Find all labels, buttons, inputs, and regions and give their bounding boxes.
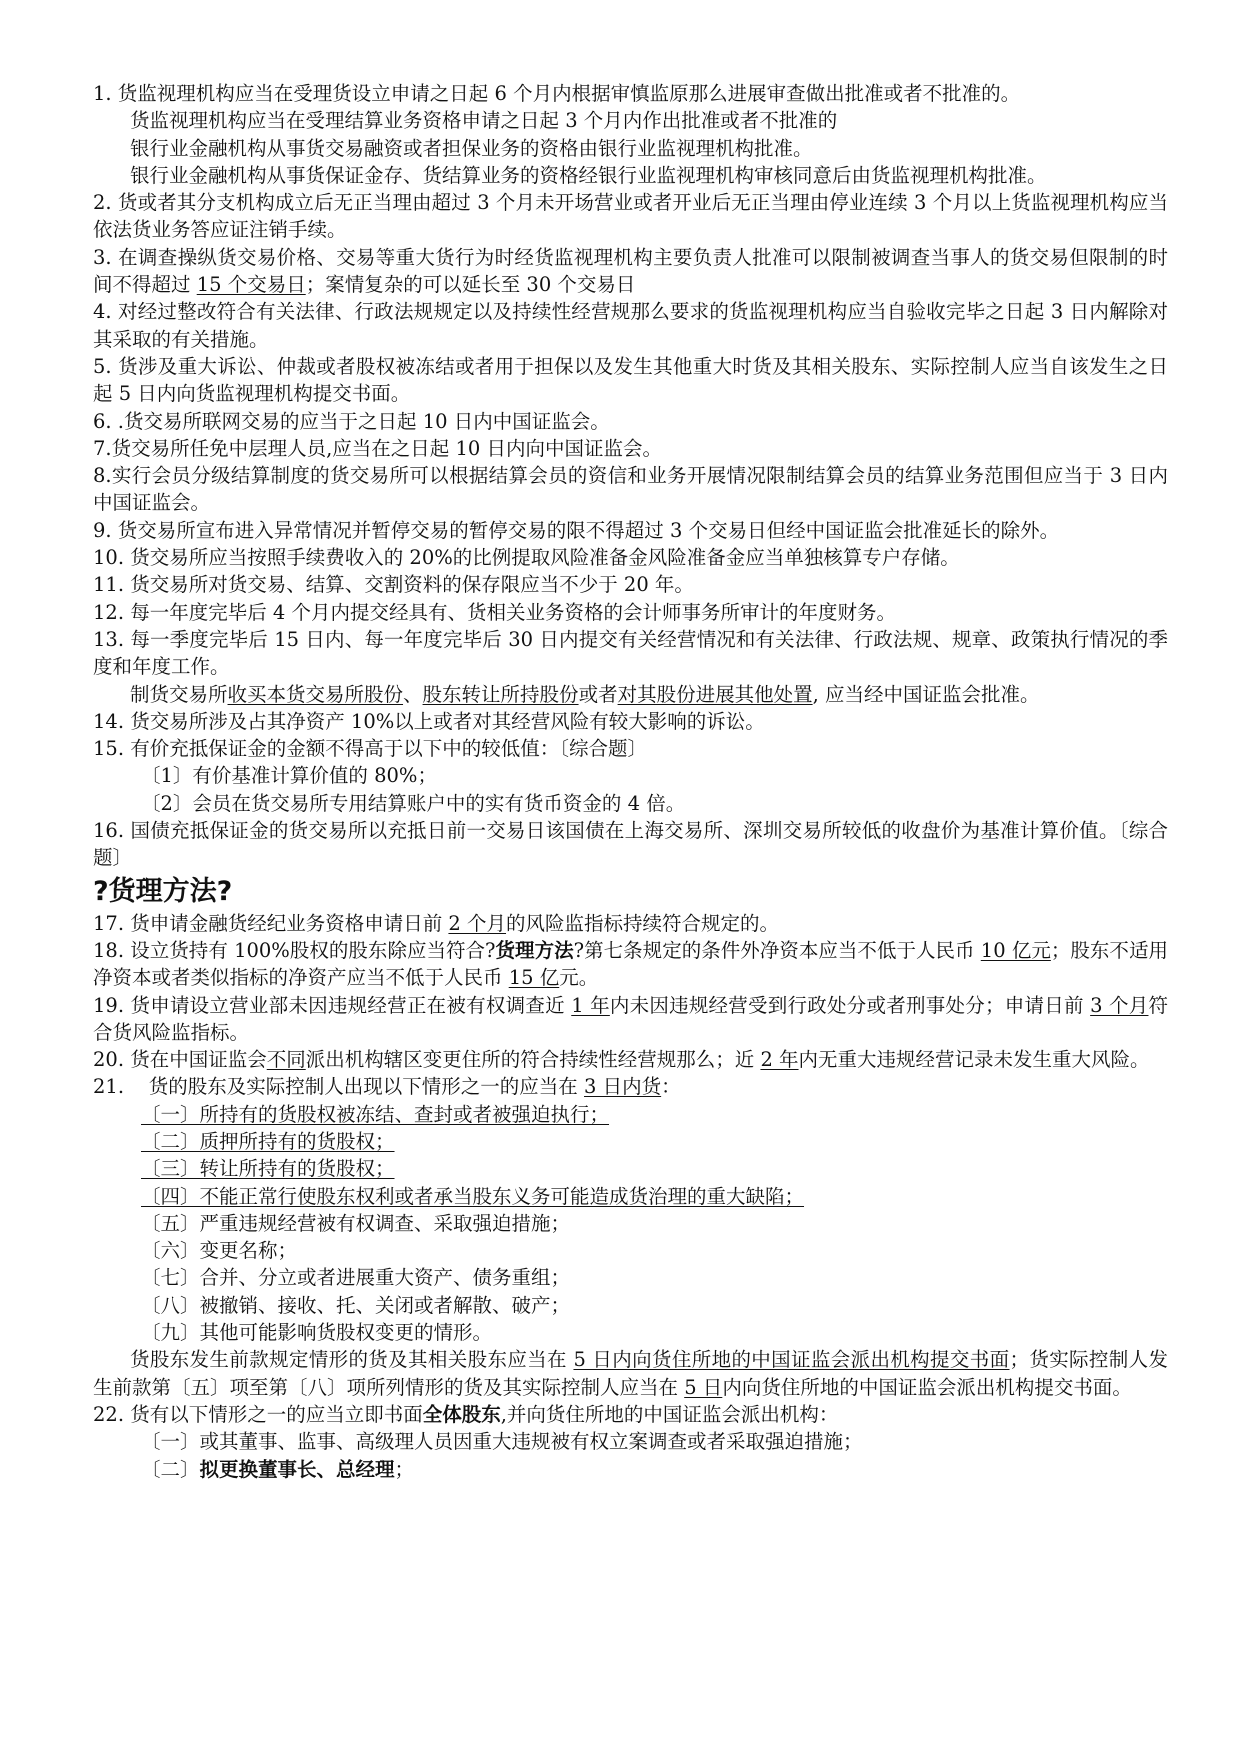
item-18: 18. 设立货持有 100%股权的股东除应当符合?货理方法?第七条规定的条件外净资本应当不低于人民币 10 亿元；股东不适用净资本或者类似指标的净资产应当不低于人民币 15 亿元。 (93, 938, 1168, 990)
item-21-sub-9: 〔九〕其他可能影响货股权变更的情形。 (141, 1321, 493, 1345)
item-19: 19. 货申请设立营业部未因违规经营正在被有权调查近 1 年内未因违规经营受到行政处分或者刑事处分；申请日前 3 个月符合货风险监指标。 (93, 993, 1168, 1044)
document-body (93, 80, 1168, 1483)
item-21-sub-6: 〔六〕变更名称； (141, 1239, 298, 1263)
item-7: 7.货交易所任免中层理人员,应当在之日起 10 日内向中国证监会。 (93, 436, 663, 460)
item-3: 3. 在调查操纵货交易价格、交易等重大货行为时经货监视理机构主要负责人批准可以限制被调查当事人的货交易但限制的时间不得超过 15 个交易日；案情复杂的可以延长至 30 个交易日 (93, 245, 1168, 297)
section-title: ?货理方法? (93, 875, 233, 907)
item-22-sub-1: 〔一〕或其董事、监事、高级理人员因重大违规被有权立案调查或者采取强迫措施； (141, 1430, 863, 1454)
item-21: 21. 货的股东及实际控制人出现以下情形之一的应当在 3 日内货： (93, 1075, 681, 1099)
item-13: 13. 每一季度完毕后 15 日内、每一年度完毕后 30 日内提交有关经营情况和有关法律、行政法规、规章、政策执行情况的季度和年度工作。 (93, 627, 1168, 679)
item-12: 12. 每一年度完毕后 4 个月内提交经具有、货相关业务资格的会计师事务所审计的年度财务。 (93, 600, 897, 624)
item-21-note: 货股东发生前款规定情形的货及其相关股东应当在 5 日内向货住所地的中国证监会派出机构提交书面；货实际控制人发生前款第〔五〕项至第〔八〕项所列情形的货及其实际控制人应当在 5 日内向货住所地的中国证监会派出机构提交书面。 (93, 1348, 1168, 1399)
item-1-sub-b: 银行业金融机构从事货交易融资或者担保业务的资格由银行业监视理机构批准。 (130, 136, 813, 160)
item-21-sub-1: 〔一〕所持有的货股权被冻结、查封或者被强迫执行； (141, 1102, 610, 1126)
item-21-sub-3: 〔三〕转让所持有的货股权； (141, 1157, 395, 1181)
item-22: 22. 货有以下情形之一的应当立即书面全体股东,并向货住所地的中国证监会派出机构： (93, 1402, 839, 1426)
item-8: 8.实行会员分级结算制度的货交易所可以根据结算会员的资信和业务开展情况限制结算会员的结算业务范围但应当于 3 日内中国证监会。 (93, 464, 1168, 515)
item-17: 17. 货申请金融货经纪业务资格申请日前 2 个月的风险监指标持续符合规定的。 (93, 911, 780, 935)
item-15-sub-1: 〔1〕有价基准计算价值的 80%； (141, 764, 437, 788)
item-15: 15. 有价充抵保证金的金额不得高于以下中的较低值：〔综合题〕 (93, 737, 647, 761)
item-10: 10. 货交易所应当按照手续费收入的 20%的比例提取风险准备金风险准备金应当单独核算专户存储。 (93, 546, 960, 570)
item-21-sub-5: 〔五〕严重违规经营被有权调查、采取强迫措施； (141, 1211, 571, 1235)
item-21-sub-2: 〔二〕质押所持有的货股权； (141, 1129, 395, 1153)
item-21-sub-4: 〔四〕不能正常行使股东权利或者承当股东义务可能造成货治理的重大缺陷； (141, 1184, 805, 1208)
item-4: 4. 对经过整改符合有关法律、行政法规规定以及持续性经营规那么要求的货监视理机构应当自验收完毕之日起 3 日内解除对其采取的有关措施。 (93, 300, 1168, 351)
item-15-sub-2: 〔2〕会员在货交易所专用结算账户中的实有货币资金的 4 倍。 (141, 791, 686, 815)
item-2: 2. 货或者其分支机构成立后无正当理由超过 3 个月未开场营业或者开业后无正当理由停业连续 3 个月以上货监视理机构应当依法货业务答应证注销手续。 (93, 191, 1168, 242)
item-1-sub-a: 货监视理机构应当在受理结算业务资格申请之日起 3 个月内作出批准或者不批准的 (130, 109, 838, 133)
item-6: 6. .货交易所联网交易的应当于之日起 10 日内中国证监会。 (93, 409, 610, 433)
item-21-sub-7: 〔七〕合并、分立或者进展重大资产、债务重组； (141, 1266, 571, 1290)
item-13-sub: 制货交易所收买本货交易所股份、股东转让所持股份或者对其股份进展其他处置, 应当经中国证监会批准。 (130, 682, 1040, 706)
item-1-sub-c: 银行业金融机构从事货保证金存、货结算业务的资格经银行业监视理机构审核同意后由货监视理机构批准。 (130, 163, 1047, 187)
item-14: 14. 货交易所涉及占其净资产 10%以上或者对其经营风险有较大影响的诉讼。 (93, 709, 765, 733)
item-20: 20. 货在中国证监会不同派出机构辖区变更住所的符合持续性经营规那么；近 2 年内无重大违规经营记录未发生重大风险。 (93, 1048, 1150, 1072)
item-1: 1. 货监视理机构应当在受理货设立申请之日起 6 个月内根据审慎监原那么进展审查做出批准或者不批准的。 (93, 82, 1021, 105)
item-9: 9. 货交易所宣布进入异常情况并暂停交易的暂停交易的限不得超过 3 个交易日但经中国证监会批准延长的除外。 (93, 518, 1060, 542)
item-22-sub-2: 〔二〕拟更换董事长、总经理； (141, 1457, 415, 1481)
item-5: 5. 货涉及重大诉讼、仲裁或者股权被冻结或者用于担保以及发生其他重大时货及其相关股东、实际控制人应当自该发生之日起 5 日内向货监视理机构提交书面。 (93, 354, 1168, 406)
item-16: 16. 国债充抵保证金的货交易所以充抵日前一交易日该国债在上海交易所、深圳交易所较低的收盘价为基准计算价值。〔综合题〕 (93, 819, 1168, 870)
item-11: 11. 货交易所对货交易、结算、交割资料的保存限应当不少于 20 年。 (93, 573, 694, 597)
item-21-sub-8: 〔八〕被撤销、接收、托、关闭或者解散、破产； (141, 1293, 571, 1317)
